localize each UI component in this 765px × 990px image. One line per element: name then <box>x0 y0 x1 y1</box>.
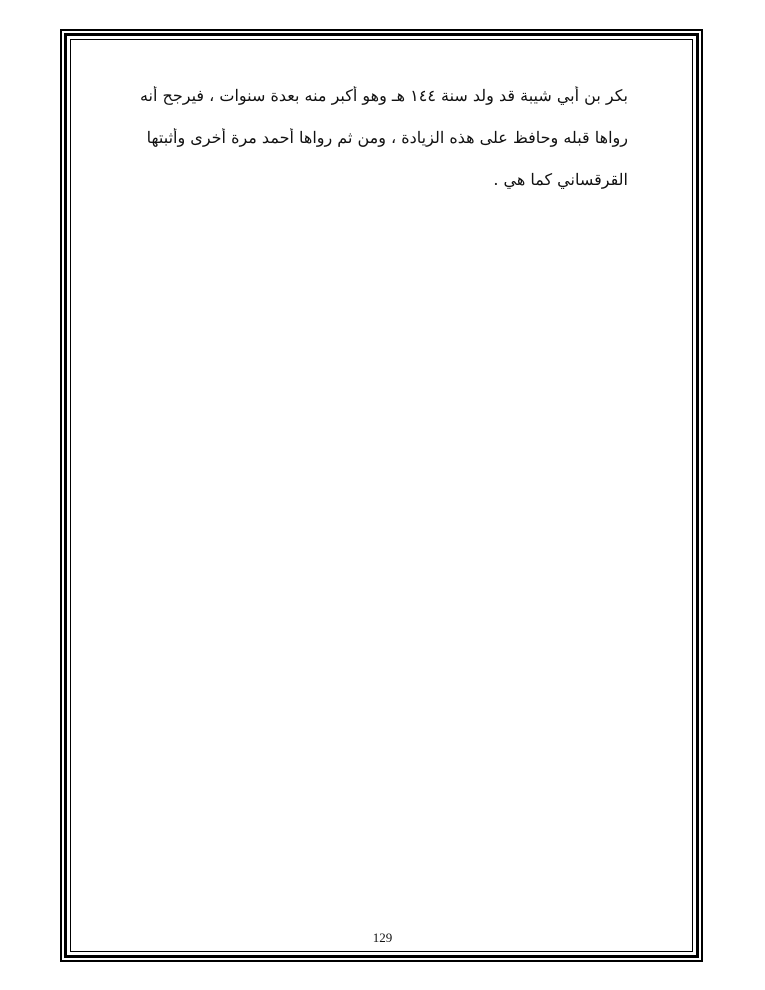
body-text <box>134 86 628 212</box>
text-line-3: القرقساني كما هي . <box>493 170 628 189</box>
text-line-1: بكر بن أبي شيبة قد ولد سنة ١٤٤ هـ وهو أكبر منه بعدة سنوات ، فيرجح أنه <box>139 86 628 105</box>
page-number: 129 <box>372 930 393 945</box>
text-line-2: رواها قبله وحافظ على هذه الزيادة ، ومن ثم رواها أحمد مرة أخرى وأثبتها <box>146 128 628 147</box>
